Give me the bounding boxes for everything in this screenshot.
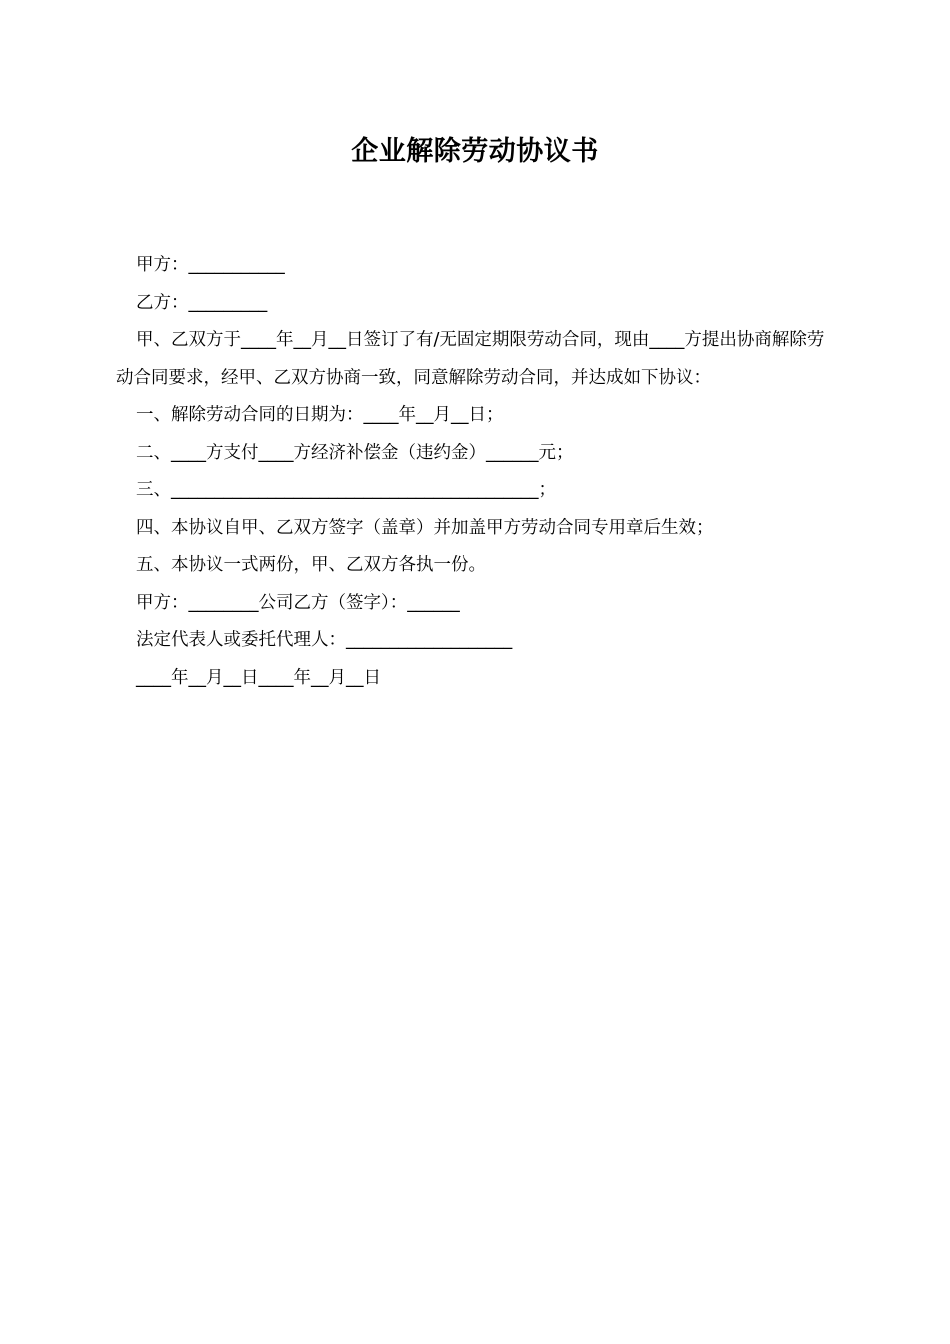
date-line: ____年__月__日____年__月__日 [136,667,381,688]
preamble-paragraph: 甲、乙双方于____年__月__日签订了有/无固定期限劳动合同，现由____方提出协商解除劳动合同要求，经甲、乙双方协商一致，同意解除劳动合同，并达成如下协议： [116,330,825,388]
clause-5: 五、本协议一式两份，甲、乙双方各执一份。 [136,555,486,575]
clause-4: 四、本协议自甲、乙双方签字（盖章）并加盖甲方劳动合同专用章后生效； [136,517,714,538]
representative-line: 法定代表人或委托代理人：___________________ [136,630,513,650]
document-body [116,247,836,697]
clause-2: 二、____方支付____方经济补偿金（违约金）______元； [136,442,574,463]
party-a-line: 甲方：___________ [136,255,285,275]
party-b-line: 乙方：_________ [136,292,268,313]
document-title: 企业解除劳动协议书 [351,136,599,167]
signature-line: 甲方：________公司乙方（签字）：______ [136,592,460,613]
clause-3: 三、__________________________________________； [136,480,556,500]
clause-1: 一、解除劳动合同的日期为：____年__月__日； [136,405,504,425]
